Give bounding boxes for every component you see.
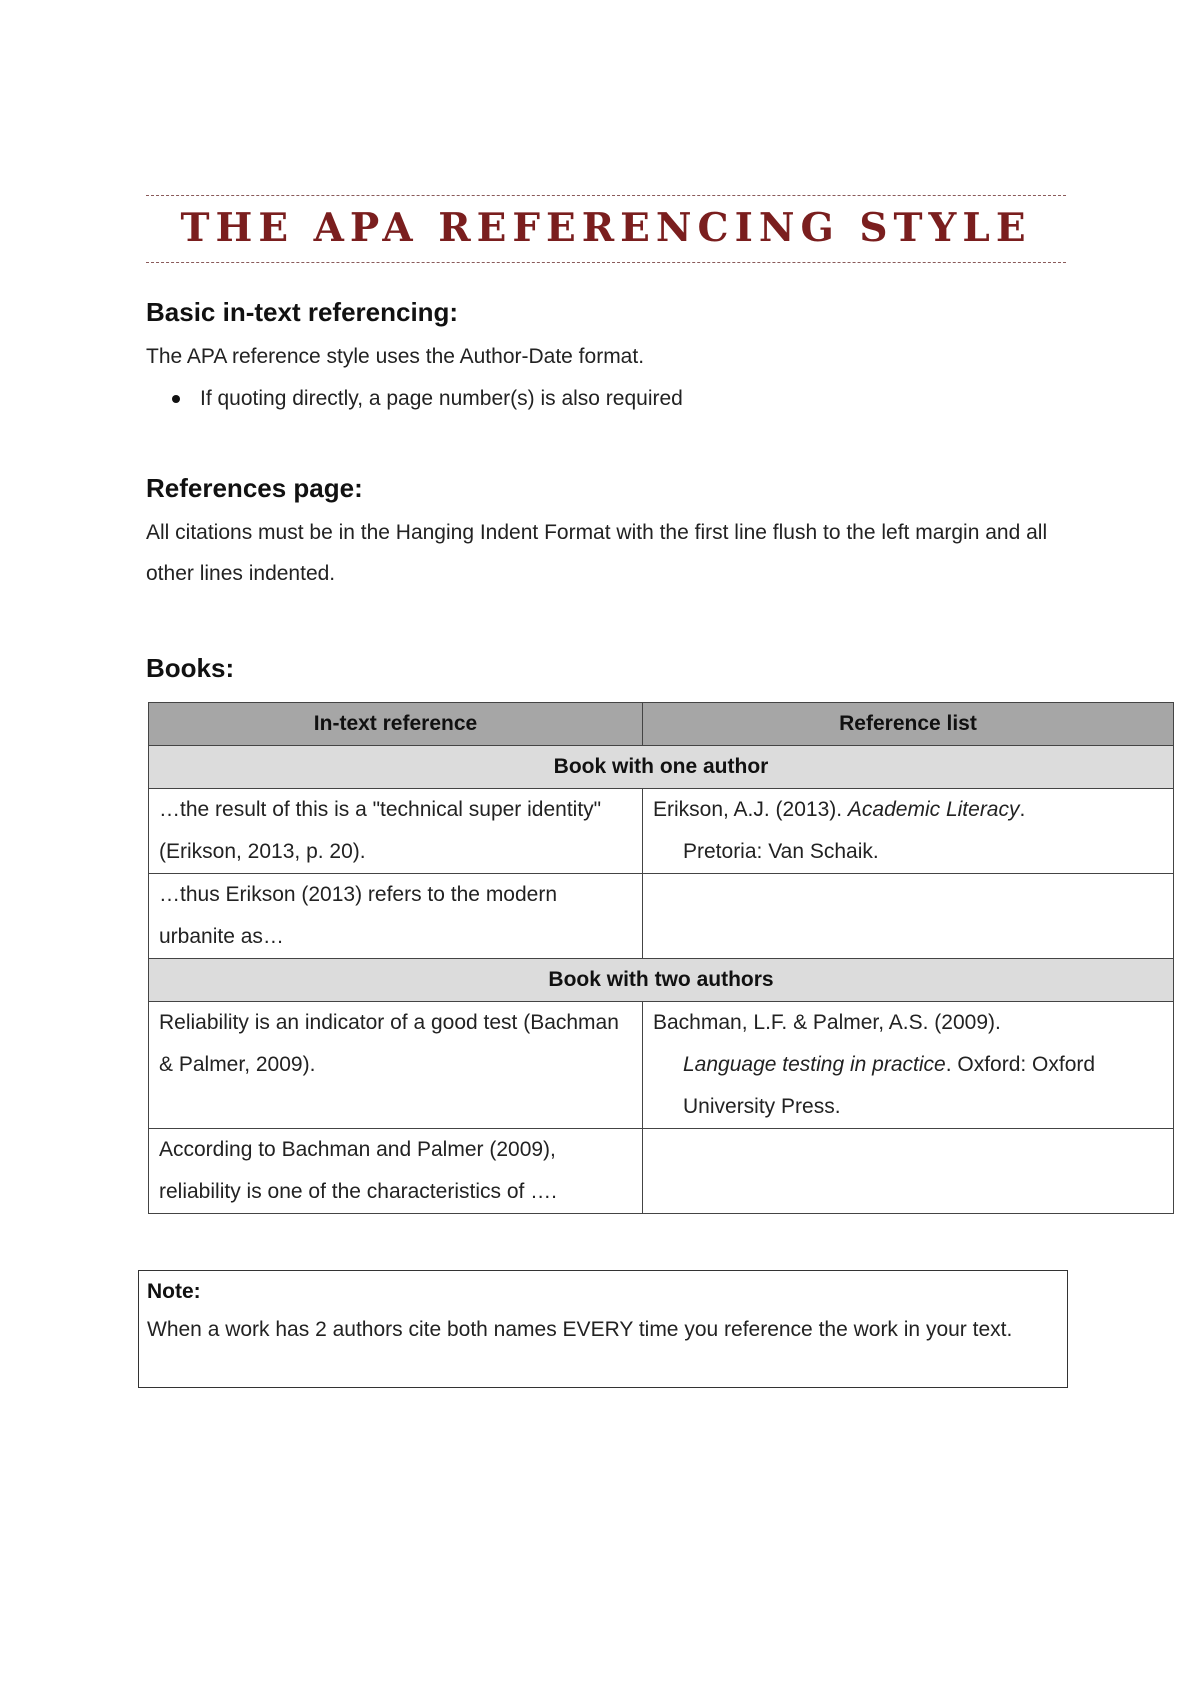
table-row [149,1129,1174,1214]
table-row [149,874,1174,959]
group-label-one-author: Book with one author [149,746,1174,789]
references-page-heading: References page: [146,473,363,503]
basic-referencing-text: The APA reference style uses the Author-Date format. [146,345,645,368]
reference-publisher: . Oxford: Oxford University Press. [683,1053,1096,1118]
page-title: THE APA REFERENCING STYLE [180,205,1032,251]
note-text: When a work has 2 authors cite both names EVERY time you reference the work in your text. [147,1318,1013,1341]
table-row [149,789,1174,874]
note-label: Note: [147,1280,201,1303]
reference-list-cell-empty [643,1129,1174,1214]
reference-list-cell-empty [643,874,1174,959]
basic-referencing-heading: Basic in-text referencing: [146,297,459,327]
books-reference-table [148,702,1174,1214]
reference-indented-line [653,1044,1163,1128]
title-bottom-rule [146,262,1066,263]
references-page-text: All citations must be in the Hanging Indent Format with the first line flush to the left margin and all other lines indented. [146,521,1048,585]
bullet-icon [172,395,180,403]
reference-first-line: Erikson, A.J. (2013). [653,798,848,821]
group-label-two-authors: Book with two authors [149,959,1174,1002]
in-text-cell: Reliability is an indicator of a good test (Bachman & Palmer, 2009). [149,1002,643,1129]
bullet-text: If quoting directly, a page number(s) is also required [200,387,683,410]
header-in-text-reference: In-text reference [149,703,643,746]
reference-first-line: Bachman, L.F. & Palmer, A.S. (2009). [653,1011,1001,1034]
books-heading: Books: [146,653,235,683]
note-box [138,1270,1068,1388]
table-group-row [149,959,1174,1002]
table-header-row [149,703,1174,746]
title-top-rule [146,195,1066,196]
title-banner [146,190,1066,266]
in-text-cell: …thus Erikson (2013) refers to the modern urbanite as… [149,874,643,959]
table-row [149,1002,1174,1129]
reference-list-cell [643,1002,1174,1129]
table-group-row [149,746,1174,789]
reference-list-cell [643,789,1174,874]
reference-title: Academic Literacy [847,798,1020,821]
header-reference-list: Reference list [643,703,1174,746]
in-text-cell: According to Bachman and Palmer (2009), reliability is one of the characteristics of …. [149,1129,643,1214]
in-text-cell: …the result of this is a "technical super identity" (Erikson, 2013, p. 20). [149,789,643,874]
basic-referencing-bullet [172,384,683,414]
reference-title: Language testing in practice [683,1053,946,1076]
reference-title-end: . [1019,798,1026,821]
reference-indented-line: Pretoria: Van Schaik. [683,840,879,863]
